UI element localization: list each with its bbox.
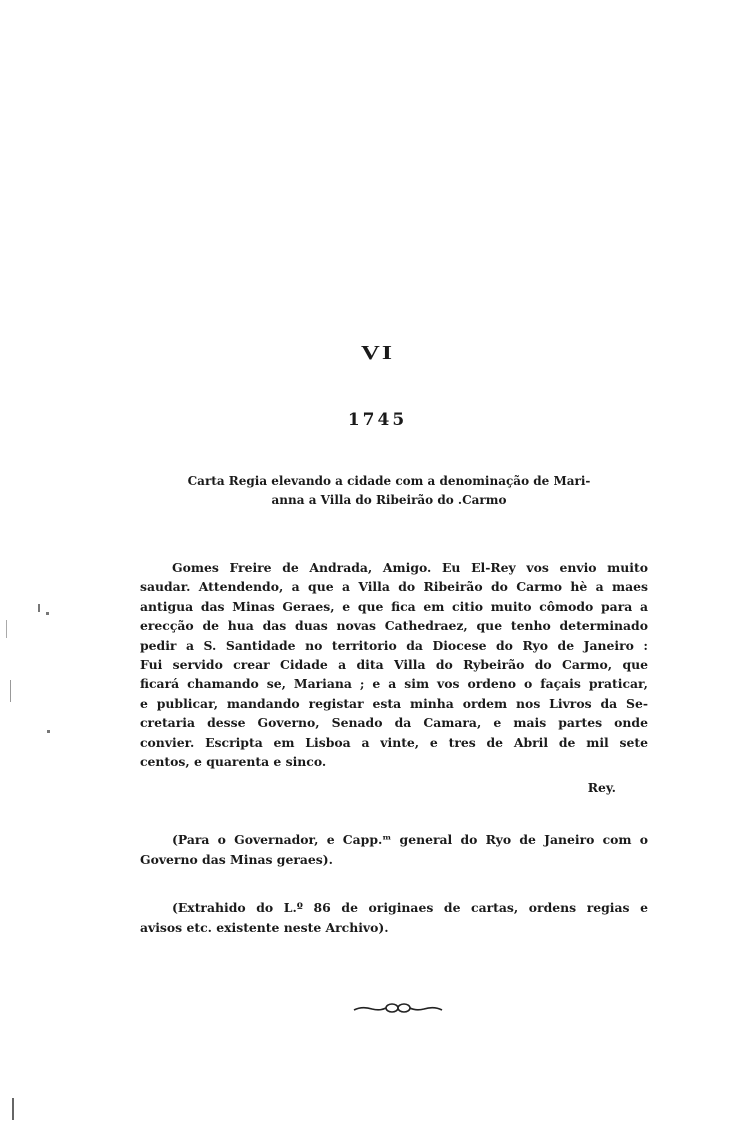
- body-line: e publicar, mandando registar esta minha ordem nos Livros da Se-: [140, 695, 648, 711]
- decorative-flourish-icon: [352, 998, 444, 1018]
- scan-speck: [10, 680, 11, 702]
- body-line: pedir a S. Santidade no territorio da Diocese do Ryo de Janeiro :: [140, 637, 648, 653]
- scan-speck: [6, 620, 7, 638]
- note-line: (Extrahido do L.º 86 de originaes de cartas, ordens regias e: [172, 900, 648, 915]
- body-line: centos, e quarenta e sinco.: [140, 754, 327, 770]
- addressee-note: [140, 830, 648, 870]
- note-line: Governo das Minas geraes).: [140, 852, 333, 867]
- scan-speck: [38, 604, 40, 612]
- source-note: [140, 898, 648, 938]
- body-line: antigua das Minas Geraes, e que fica em citio muito cômodo para a: [140, 598, 648, 614]
- heading-line: Carta Regia elevando a cidade com a denominação de Mari-: [187, 474, 591, 488]
- body-line: Fui servido crear Cidade a dita Villa do Rybeirão do Carmo, que: [140, 657, 648, 673]
- note-line: avisos etc. existente neste Archivo).: [140, 920, 389, 935]
- document-heading: [134, 472, 644, 510]
- note-line: (Para o Governador, e Capp.ᵐ general do Ryo de Janeiro com o: [172, 832, 648, 847]
- body-line: saudar. Attendendo, a que a Villa do Ribeirão do Carmo hè a maes: [140, 579, 648, 595]
- scan-speck: [12, 1098, 14, 1120]
- chapter-number: VI: [361, 341, 394, 364]
- body-line: erecção de hua das duas novas Cathedraez, que tenho determinado: [140, 618, 648, 634]
- scan-speck: [47, 730, 50, 733]
- letter-body: [140, 558, 648, 771]
- signature: Rey.: [587, 780, 616, 795]
- body-line: cretaria desse Governo, Senado da Camara, e mais partes onde: [140, 715, 648, 731]
- body-line: Gomes Freire de Andrada, Amigo. Eu El-Rey vos envio muito: [172, 560, 648, 575]
- scan-speck: [46, 612, 49, 615]
- heading-line: anna a Villa do Ribeirão do .Carmo: [271, 493, 507, 507]
- document-year: 1745: [347, 410, 408, 430]
- body-line: ficará chamando se, Mariana ; e a sim vos ordeno o façais praticar,: [140, 676, 648, 692]
- body-line: convier. Escripta em Lisboa a vinte, e tres de Abril de mil sete: [140, 734, 648, 750]
